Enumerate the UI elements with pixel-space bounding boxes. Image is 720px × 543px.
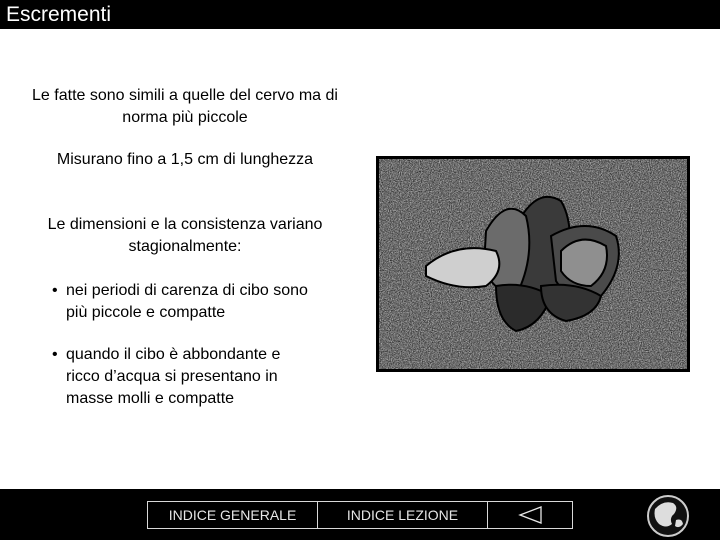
bullet-marker: • <box>52 282 58 299</box>
home-button[interactable] <box>646 494 690 538</box>
bullet-text: quando il cibo è abbondante e ricco d’acqua si presentano in masse molli e compatte <box>66 346 281 407</box>
page-title: Escrementi <box>6 3 112 26</box>
triangle-left-icon <box>488 502 572 528</box>
lesson-index-button[interactable]: INDICE LEZIONE <box>317 501 488 529</box>
bullet-text: nei periodi di carenza di cibo sono più piccole e compatte <box>66 282 308 321</box>
back-button[interactable] <box>487 501 573 529</box>
bullet-marker: • <box>52 346 58 363</box>
globe-icon <box>646 494 690 538</box>
paragraph-seasonal: Le dimensioni e la consistenza variano stagionalmente: <box>47 216 323 255</box>
paragraph-length: Misurano fino a 1,5 cm di lunghezza <box>56 151 314 168</box>
general-index-button[interactable]: INDICE GENERALE <box>147 501 318 529</box>
header-bar <box>0 0 720 29</box>
droppings-photo <box>376 156 690 372</box>
paragraph-size-comparison: Le fatte sono simili a quelle del cervo ma di norma più piccole <box>32 87 338 126</box>
